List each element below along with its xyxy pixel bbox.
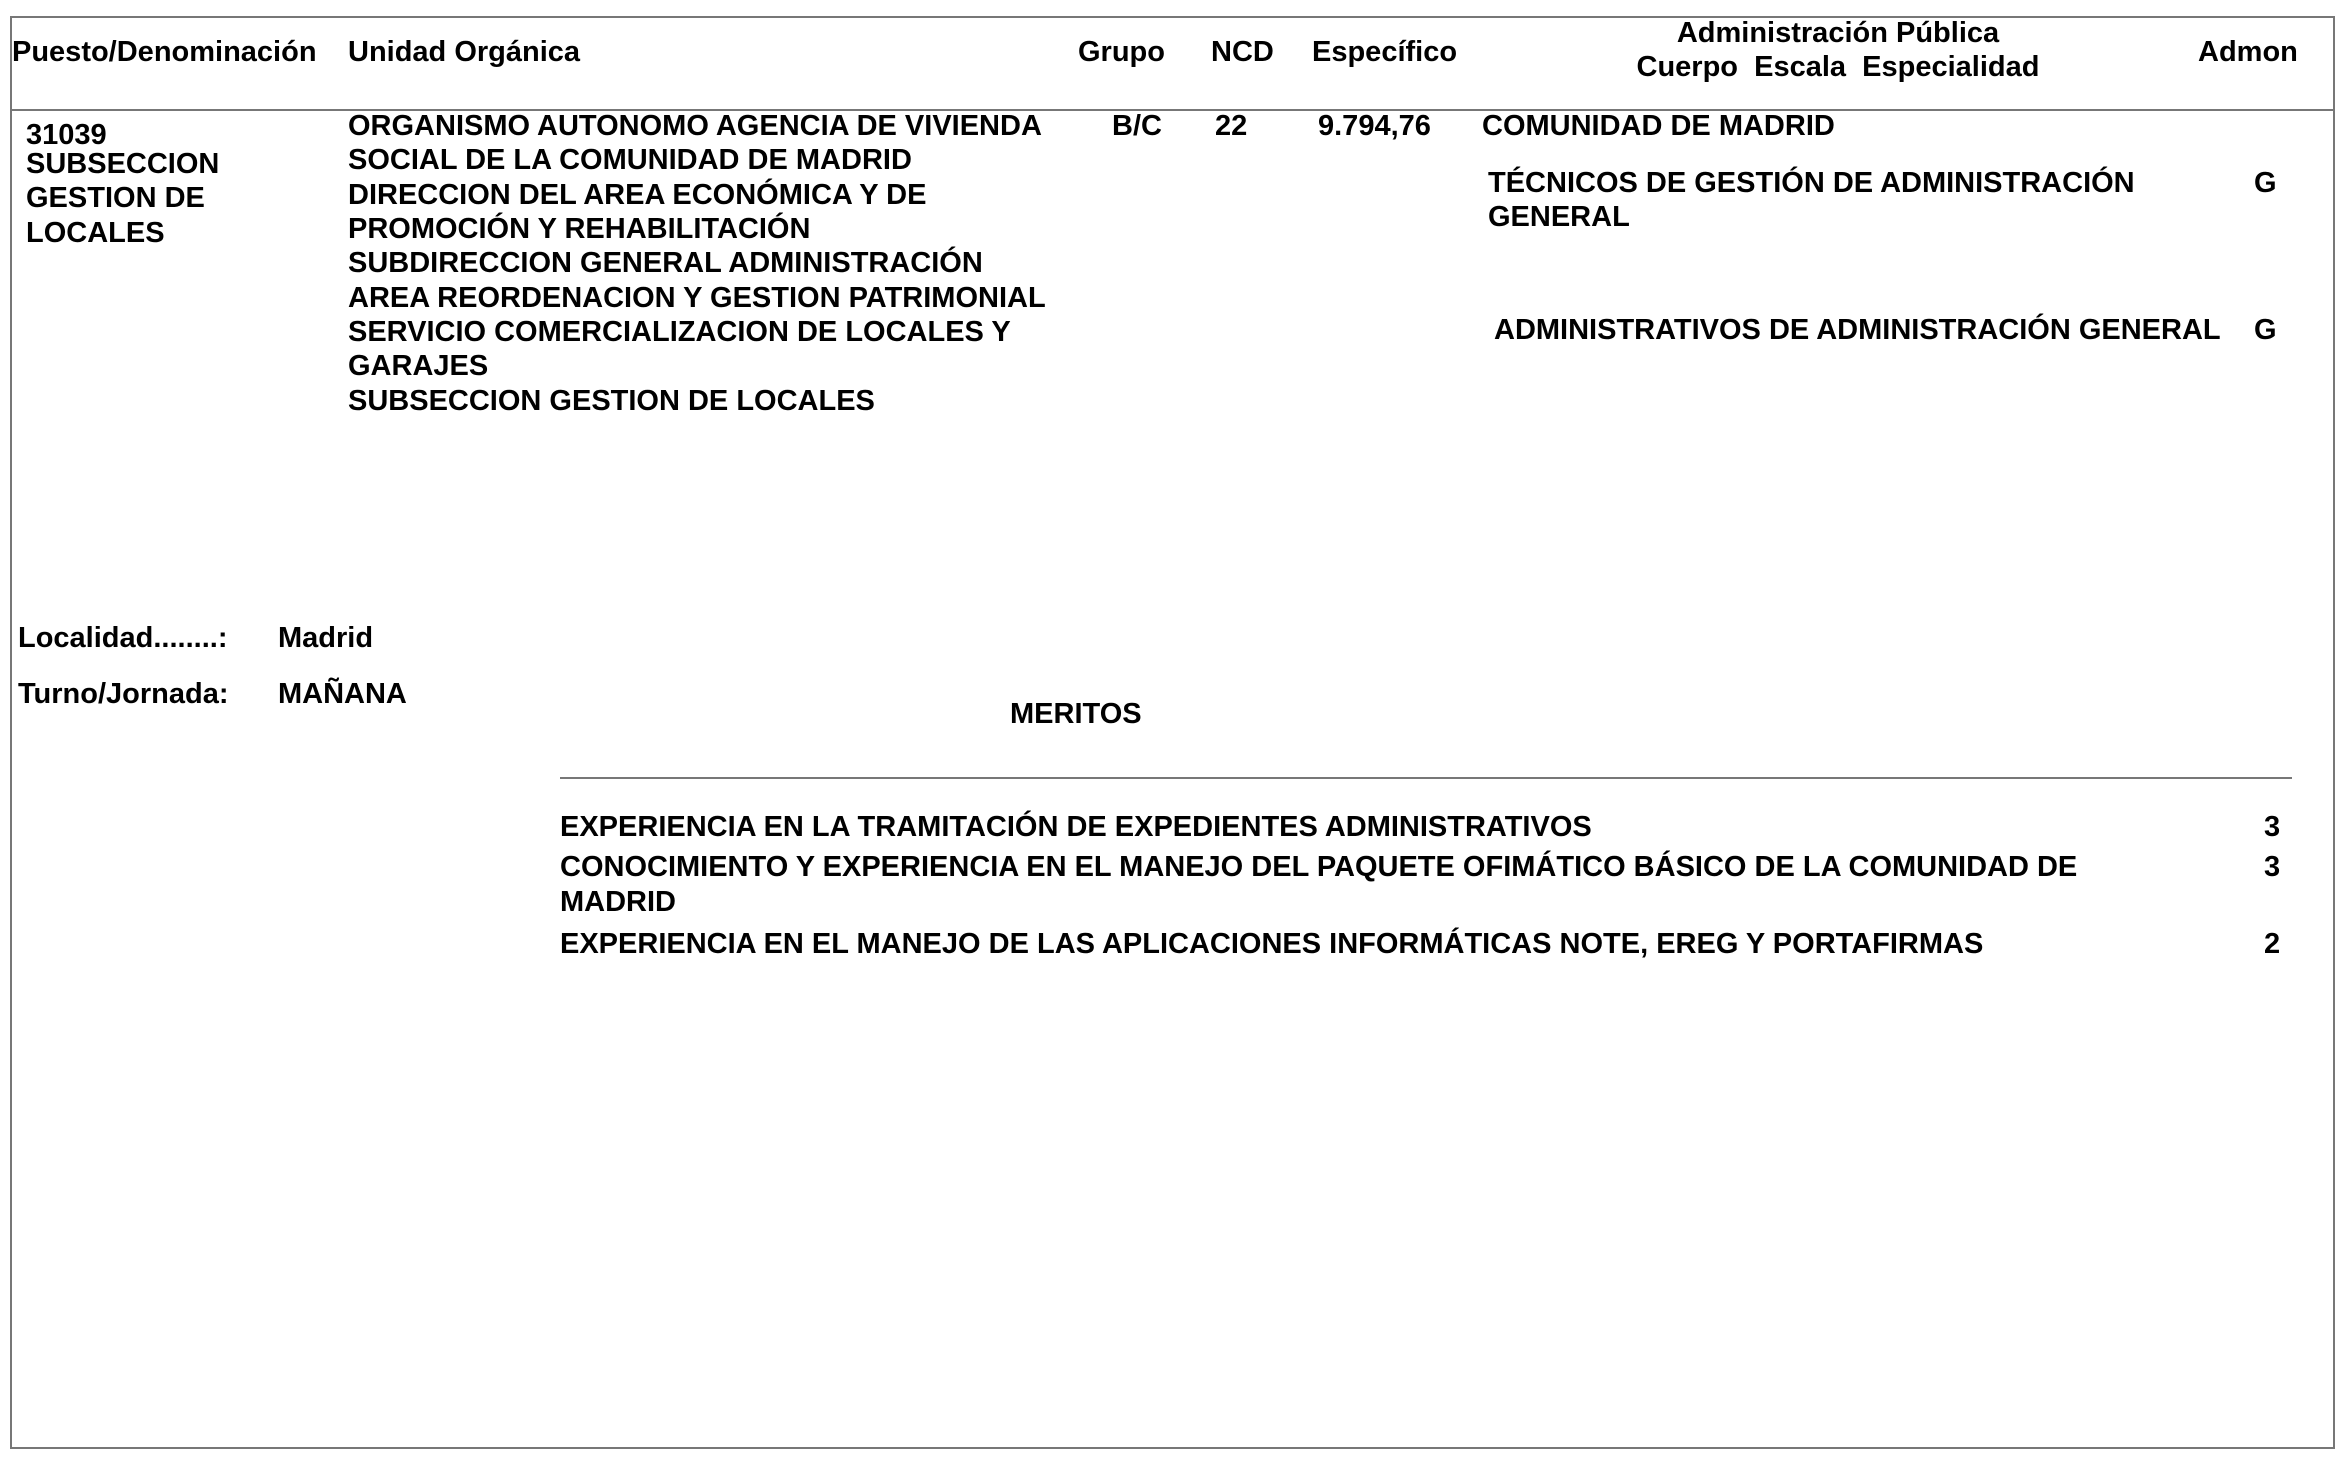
merito-line: EXPERIENCIA EN EL MANEJO DE LAS APLICACIONES INFORMÁTICAS NOTE, EREG Y PORTAFIRMAS <box>560 928 1984 960</box>
merito-line: CONOCIMIENTO Y EXPERIENCIA EN EL MANEJO DEL PAQUETE OFIMÁTICO BÁSICO DE LA COMUNIDAD DE <box>560 851 2078 883</box>
ncd-value: 22 <box>1215 110 1248 142</box>
unidad-organica-line: SUBDIRECCION GENERAL ADMINISTRACIÓN <box>348 247 983 279</box>
header-admon: Admon <box>2198 36 2298 68</box>
merito-line: MADRID <box>560 886 676 918</box>
header-grupo: Grupo <box>1078 36 1165 68</box>
unidad-organica-line: GARAJES <box>348 350 489 382</box>
merito-line: EXPERIENCIA EN LA TRAMITACIÓN DE EXPEDIENTES ADMINISTRATIVOS <box>560 811 1592 843</box>
cuerpo-admon: G <box>2254 314 2277 346</box>
puesto-codigo: 31039 <box>26 119 107 151</box>
cuerpo-line: TÉCNICOS DE GESTIÓN DE ADMINISTRACIÓN <box>1488 167 2135 199</box>
unidad-organica-line: SUBSECCION GESTION DE LOCALES <box>348 385 875 417</box>
administracion-value: COMUNIDAD DE MADRID <box>1482 110 1835 142</box>
header-admin-publica: Administración Pública <box>1676 17 2000 49</box>
denominacion-line: SUBSECCION <box>26 148 220 180</box>
meritos-title: MERITOS <box>1010 698 1142 730</box>
header-puesto: Puesto/Denominación <box>12 36 317 68</box>
unidad-organica-line: SERVICIO COMERCIALIZACION DE LOCALES Y <box>348 316 1011 348</box>
localidad-label: Localidad........: <box>18 622 228 654</box>
turno-value: MAÑANA <box>278 678 407 710</box>
localidad-value: Madrid <box>278 622 374 654</box>
header-cuerpo-escala: Cuerpo Escala Especialidad <box>1636 51 2040 83</box>
cuerpo-admon: G <box>2254 167 2277 199</box>
turno-label: Turno/Jornada: <box>18 678 229 710</box>
cuerpo-line: GENERAL <box>1488 201 1630 233</box>
unidad-organica-line: DIRECCION DEL AREA ECONÓMICA Y DE <box>348 179 927 211</box>
unidad-organica-line: PROMOCIÓN Y REHABILITACIÓN <box>348 213 811 245</box>
header-unidad: Unidad Orgánica <box>348 36 581 68</box>
cuerpo-line: ADMINISTRATIVOS DE ADMINISTRACIÓN GENERAL <box>1494 314 2221 346</box>
unidad-organica-line: AREA REORDENACION Y GESTION PATRIMONIAL <box>348 282 1046 314</box>
grupo-value: B/C <box>1112 110 1162 142</box>
merito-points: 3 <box>2264 851 2281 883</box>
unidad-organica-line: SOCIAL DE LA COMUNIDAD DE MADRID <box>348 144 912 176</box>
denominacion-line: GESTION DE <box>26 182 205 214</box>
header-ncd: NCD <box>1211 36 1274 68</box>
meritos-divider <box>560 777 2292 779</box>
merito-points: 3 <box>2264 811 2281 843</box>
especifico-value: 9.794,76 <box>1318 110 1431 142</box>
denominacion-line: LOCALES <box>26 217 165 249</box>
unidad-organica-line: ORGANISMO AUTONOMO AGENCIA DE VIVIENDA <box>348 110 1042 142</box>
merito-points: 2 <box>2264 928 2281 960</box>
header-especifico: Específico <box>1312 36 1458 68</box>
